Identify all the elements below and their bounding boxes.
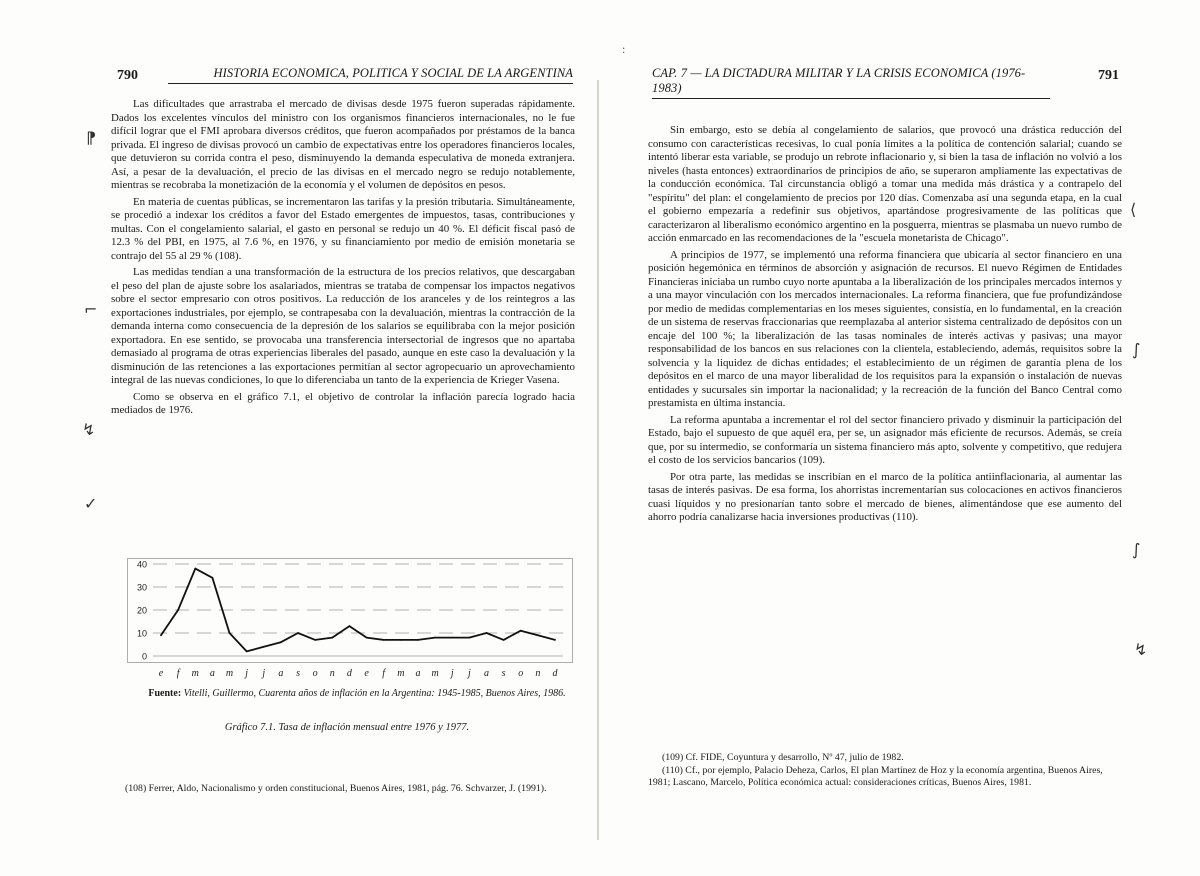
x-tick-label: f: [176, 668, 180, 679]
data-point: [211, 577, 213, 579]
arrow-mark-icon: ↯: [1134, 640, 1148, 659]
x-tick-label: a: [278, 668, 284, 679]
x-tick-label: o: [312, 668, 318, 679]
data-point: [177, 609, 179, 611]
data-point: [554, 639, 556, 641]
right-page: [600, 0, 1200, 876]
footnote: (110) Cf., por ejemplo, Palacio Deheza, Carlos, El plan Martínez de Hoz y la economía argentina, Buenos Aires, 1981; Lascano, Marcelo, Política económica actual: consideraciones críticas, Buenos Aires, 1981.: [648, 764, 1103, 788]
pen-annotation-icon: ∫: [1132, 540, 1141, 559]
pen-annotation-icon: ∫: [1132, 340, 1141, 359]
pen-annotation-icon: ⁋: [86, 128, 97, 147]
x-tick-label: m: [397, 668, 405, 679]
checkmark-mark-icon: ✓: [84, 494, 98, 513]
data-point: [263, 646, 265, 648]
data-point: [486, 632, 488, 634]
paragraph: En materia de cuentas públicas, se incrementaron las tarifas y la presión tributaria. Simultáneamente, se procedió a indexar los créditos a favor del Estado emergentes de impuestos, tasas, contribuciones y multas. Con el congelamiento salarial, el gasto en personal se redujo un 40 %. El déficit fiscal pasó de 12.3 % del PBI, en 1975, al 7.6 %, en 1976, y su financiamiento por medio de emisión monetaria se contrajo del 55 al 29 % (108).: [111, 195, 575, 262]
footnote: (109) Cf. FIDE, Coyuntura y desarrollo, Nº 47, julio de 1982.: [662, 752, 904, 763]
inflation-line-chart: [127, 558, 573, 679]
data-point: [331, 637, 333, 639]
figure-caption: Gráfico 7.1. Tasa de inflación mensual entre 1976 y 1977.: [224, 722, 470, 733]
x-tick-label: m: [225, 668, 234, 679]
x-tick-label: j: [245, 668, 249, 679]
figure-source: [137, 688, 577, 699]
x-tick-label: a: [415, 668, 421, 679]
y-tick-label: 40: [136, 559, 147, 570]
figure-source-text: Vitelli, Guillermo, Cuarenta años de inflación en la Argentina: 1945-1985, Buenos Aires, 1986.: [183, 688, 566, 699]
left-footnotes: [111, 783, 575, 796]
dot-mark-icon: :: [622, 42, 626, 56]
x-tick-label: j: [467, 668, 471, 679]
data-point: [160, 634, 162, 636]
x-tick-label: d: [346, 668, 352, 679]
paragraph: La reforma apuntaba a incrementar el rol del sector financiero privado y disminuir la participación del Estado, bajo el supuesto de que aquél era, per se, un asignador más eficiente de recursos. Además, se creía que, por su intermedio, se conformaría un sistema financiero más apto, solvente y competitivo, que redujera el costo de los servicios bancarios (109).: [648, 413, 1122, 466]
paragraph: A principios de 1977, se implementó una reforma financiera que ubicaría al sector financiero en una posición hegemónica en términos de absorción y asignación de recursos. El nuevo Régimen de Entidades Financieras iniciaba un rumbo cuyo norte apuntaba a la liberalización de los principales mercados internos y a una mayor vinculación con los mercados internacionales. La reforma financiera, que fue profundizándose por medio de medidas complementarias en los meses siguientes, consistía, en lo fundamental, en la creación de un sistema de reservas fraccionarias que reemplazaba al anterior sistema centralizado de depósitos con un encaje del 100 %; la liberalización de las tasas nominales de interés activas y pasivas; una mayor responsabilidad de los bancos en sus relaciones con la clientela, estableciendo, además, requisitos sobre la solvencia y la liquidez de dichas entidades; el establecimiento de un régimen de garantía plena de los depósitos en el marco de una mayor liberalidad de los requisitos para la expansión o instalación de nuevas entidades y sucursales sin importar la nacionalidad; y la recreación de la función del Banco Central como prestamista en última instancia.: [648, 248, 1122, 409]
data-point: [520, 630, 522, 632]
data-point: [229, 632, 231, 634]
bracket-mark-icon: ⟨: [1130, 200, 1137, 219]
right-footnotes: [648, 752, 1118, 790]
paragraph: Las dificultades que arrastraba el mercado de divisas desde 1975 fueron superadas rápidamente. Dados los excelentes vínculos del ministro con los organismos financieros internacionales, no le fue difícil lograr que el FMI aprobara diversos créditos, que fueron acompañados por préstamos de la banca privada. El ingreso de divisas provocó un cambio de expectativas entre los operadores financieros locales, que detuvieron su corrida contra el peso, disminuyendo la demanda especulativa de moneda extranjera. Así, a pesar de la devaluación, el precio de las divisas en el mercado negro se redujo notablemente, mientras se recobraba la monetización de la economía y el volumen de depósitos en pesos.: [111, 98, 575, 191]
data-point: [537, 634, 539, 636]
data-point: [400, 639, 402, 641]
x-tick-label: n: [535, 668, 541, 679]
data-point: [383, 639, 385, 641]
x-tick-label: j: [450, 668, 454, 679]
data-point: [503, 639, 505, 641]
data-point: [246, 651, 248, 653]
data-point: [417, 639, 419, 641]
y-tick-label: 10: [136, 628, 147, 639]
chart-frame: [128, 559, 573, 663]
page-number-right: 791: [1098, 68, 1119, 83]
x-tick-label: j: [262, 668, 266, 679]
data-point: [366, 637, 368, 639]
page-number-left: 790: [117, 68, 138, 83]
x-tick-label: e: [158, 668, 164, 679]
data-point: [434, 637, 436, 639]
y-tick-label: 20: [136, 605, 147, 616]
arrow-mark-icon: ↯: [82, 420, 96, 439]
chart-svg: [127, 558, 573, 680]
x-tick-label: d: [552, 668, 558, 679]
right-body-text: [648, 124, 1122, 525]
figure-source-label: Fuente:: [148, 688, 182, 699]
paragraph: Por otra parte, las medidas se inscribían en el marco de la política antiinflacionaria, al aumentar las tasas de interés pasivas. De esa forma, los ahorristas incrementarían sus colocaciones en activos financieros cuasi líquidos y no presionarían tanto sobre el mercado de bienes, alimentándose que ese aumento del ahorro podría canalizarse hacia inversiones productivas (110).: [648, 470, 1122, 523]
data-point: [297, 632, 299, 634]
x-tick-label: e: [364, 668, 369, 679]
x-tick-label: n: [329, 668, 335, 679]
x-tick-label: a: [483, 668, 489, 679]
bracket-mark-icon: ⌐: [84, 300, 98, 319]
x-tick-label: a: [209, 668, 215, 679]
x-tick-label: f: [382, 668, 386, 679]
y-tick-label: 0: [141, 651, 147, 662]
footnote: (108) Ferrer, Aldo, Nacionalismo y orden constitucional, Buenos Aires, 1981, pág. 76. Schvarzer, J. (1991).: [125, 783, 547, 794]
running-head-right: CAP. 7 — LA DICTADURA MILITAR Y LA CRISIS ECONOMICA (1976-1983): [652, 66, 1050, 99]
data-point: [280, 641, 282, 643]
x-tick-label: s: [296, 668, 300, 679]
x-tick-label: s: [501, 668, 506, 679]
data-point: [349, 625, 351, 627]
data-point: [468, 637, 470, 639]
x-tick-label: m: [431, 668, 439, 679]
y-tick-label: 30: [136, 582, 147, 593]
x-tick-label: o: [518, 668, 524, 679]
paragraph: Las medidas tendían a una transformación de la estructura de los precios relativos, que descargaban el peso del plan de ajuste sobre los asalariados, mientras se trataba de compensar los impactos negativos sobre el sector empresario con otros positivos. La reducción de los aranceles y de los reintegros a las exportaciones industriales, por ejemplo, se contrapesaba con la devaluación, mientras la contracción de la demanda interna como consecuencia de la depresión de los salarios se equilibraba con la mejor posición exportadora. En ese sentido, se provocaba una transferencia intersectorial de ingresos que no apartaba demasiado al programa de otras experiencias liberales del pasado, aunque en este caso la devaluación y la disminución de las retenciones a las exportaciones permitían al sector agropecuario un aprovechamiento integral de las nuevas condiciones, lo que lo diferenciaba un tanto de la experiencia de Krieger Vasena.: [111, 266, 575, 386]
left-body-text: [111, 98, 575, 418]
paragraph: Sin embargo, esto se debía al congelamiento de salarios, que provocó una drástica reducción del consumo con características recesivas, lo cual ponía límites a la política de contención salarial; cuando se intentó liberar esta variable, se produjo un rebrote inflacionario y, si bien la tasa de inflación no volvió a los niveles (hasta entonces) extraordinarios de principios de año, se superaron ampliamente las expectativas de la conducción económica. Tal circunstancia obligó a tomar una medida más drástica y a contrapelo del "espíritu" del plan: el congelamiento de precios por 120 días. Comenzaba así una segunda etapa, en la cual el gobierno empezaría a redefinir sus objetivos, apartándose progresivamente de las políticas que caracterizaron al liberalismo económico argentino en la posguerra, mientras se plasmaba un nuevo rumbo de acción enmarcado en las recomendaciones de la "escuela monetarista de Chicago".: [648, 124, 1122, 244]
data-point: [194, 568, 196, 570]
data-point: [451, 637, 453, 639]
paragraph: Como se observa en el gráfico 7.1, el objetivo de controlar la inflación parecía logrado hacia mediados de 1976.: [111, 390, 575, 416]
x-tick-label: m: [191, 668, 199, 679]
data-point: [314, 639, 316, 641]
running-head-left: HISTORIA ECONOMICA, POLITICA Y SOCIAL DE LA ARGENTINA: [168, 66, 573, 84]
